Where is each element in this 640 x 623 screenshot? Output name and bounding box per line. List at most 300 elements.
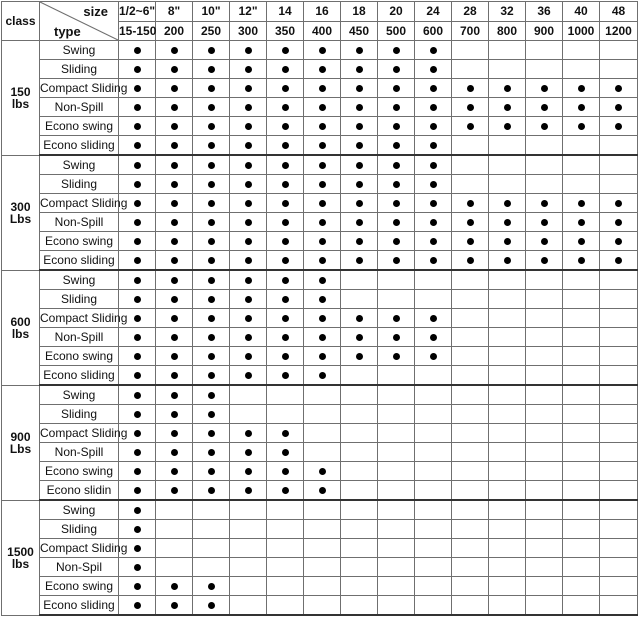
availability-cell xyxy=(193,117,230,136)
availability-cell xyxy=(489,60,526,79)
availability-cell xyxy=(341,385,378,405)
availability-cell xyxy=(230,500,267,520)
availability-cell xyxy=(156,79,193,98)
availability-cell xyxy=(230,117,267,136)
availability-cell xyxy=(230,596,267,616)
available-dot-icon xyxy=(393,353,400,360)
availability-cell xyxy=(600,347,638,366)
valve-type-label: Econo slidin xyxy=(40,481,119,501)
availability-cell xyxy=(156,577,193,596)
availability-cell xyxy=(563,520,600,539)
size-dn-header: 900 xyxy=(526,21,563,41)
pressure-class-value: 300 xyxy=(10,199,31,214)
table-row xyxy=(2,194,638,213)
availability-cell xyxy=(193,232,230,251)
availability-cell xyxy=(193,366,230,386)
availability-cell xyxy=(526,424,563,443)
available-dot-icon xyxy=(134,315,141,322)
availability-cell xyxy=(119,251,156,271)
availability-cell xyxy=(600,328,638,347)
available-dot-icon xyxy=(171,66,178,73)
availability-cell xyxy=(156,155,193,175)
available-dot-icon xyxy=(134,564,141,571)
availability-cell xyxy=(600,117,638,136)
size-axis-label: size xyxy=(83,4,108,19)
availability-cell xyxy=(415,175,452,194)
size-inch-header: 32 xyxy=(489,2,526,22)
availability-cell xyxy=(230,520,267,539)
availability-cell xyxy=(304,539,341,558)
valve-type-label: Econo swing xyxy=(40,347,119,366)
availability-cell xyxy=(452,328,489,347)
available-dot-icon xyxy=(615,200,622,207)
available-dot-icon xyxy=(319,238,326,245)
available-dot-icon xyxy=(245,296,252,303)
availability-cell xyxy=(526,366,563,386)
available-dot-icon xyxy=(208,47,215,54)
availability-cell xyxy=(526,155,563,175)
available-dot-icon xyxy=(171,181,178,188)
available-dot-icon xyxy=(393,142,400,149)
availability-cell xyxy=(267,424,304,443)
availability-cell xyxy=(489,577,526,596)
size-inch-header: 10" xyxy=(193,2,230,22)
available-dot-icon xyxy=(134,449,141,456)
availability-cell xyxy=(230,98,267,117)
size-type-diagonal-header xyxy=(40,2,119,41)
availability-cell xyxy=(563,577,600,596)
size-dn-header: 300 xyxy=(230,21,267,41)
available-dot-icon xyxy=(356,353,363,360)
availability-cell xyxy=(600,251,638,271)
availability-cell xyxy=(378,520,415,539)
availability-cell xyxy=(452,500,489,520)
availability-cell xyxy=(341,270,378,290)
availability-cell xyxy=(304,251,341,271)
availability-cell xyxy=(341,539,378,558)
availability-cell xyxy=(341,41,378,60)
availability-cell xyxy=(341,155,378,175)
available-dot-icon xyxy=(171,411,178,418)
availability-cell xyxy=(119,500,156,520)
availability-cell xyxy=(600,309,638,328)
availability-cell xyxy=(230,194,267,213)
table-row xyxy=(2,500,638,520)
available-dot-icon xyxy=(245,238,252,245)
size-dn-header: 1200 xyxy=(600,21,638,41)
availability-cell xyxy=(415,290,452,309)
available-dot-icon xyxy=(393,257,400,264)
available-dot-icon xyxy=(282,181,289,188)
available-dot-icon xyxy=(171,487,178,494)
pressure-class-cell xyxy=(2,41,40,156)
availability-cell xyxy=(563,558,600,577)
availability-cell xyxy=(230,290,267,309)
available-dot-icon xyxy=(356,85,363,92)
availability-cell xyxy=(526,290,563,309)
available-dot-icon xyxy=(282,257,289,264)
available-dot-icon xyxy=(134,545,141,552)
available-dot-icon xyxy=(504,257,511,264)
available-dot-icon xyxy=(282,487,289,494)
available-dot-icon xyxy=(467,219,474,226)
valve-type-label: Swing xyxy=(40,41,119,60)
valve-type-label: Sliding xyxy=(40,520,119,539)
availability-cell xyxy=(452,232,489,251)
available-dot-icon xyxy=(208,85,215,92)
availability-cell xyxy=(452,117,489,136)
availability-cell xyxy=(489,385,526,405)
availability-cell xyxy=(193,213,230,232)
available-dot-icon xyxy=(134,142,141,149)
availability-cell xyxy=(378,60,415,79)
available-dot-icon xyxy=(467,200,474,207)
available-dot-icon xyxy=(541,219,548,226)
availability-cell xyxy=(156,520,193,539)
availability-cell xyxy=(378,405,415,424)
availability-cell xyxy=(526,98,563,117)
available-dot-icon xyxy=(134,507,141,514)
availability-cell xyxy=(156,309,193,328)
table-row xyxy=(2,270,638,290)
availability-cell xyxy=(230,79,267,98)
availability-cell xyxy=(563,366,600,386)
availability-cell xyxy=(415,270,452,290)
available-dot-icon xyxy=(319,85,326,92)
availability-table-wrapper xyxy=(1,1,638,616)
availability-cell xyxy=(452,60,489,79)
available-dot-icon xyxy=(282,123,289,130)
available-dot-icon xyxy=(319,296,326,303)
available-dot-icon xyxy=(208,104,215,111)
available-dot-icon xyxy=(578,238,585,245)
available-dot-icon xyxy=(245,181,252,188)
availability-cell xyxy=(415,481,452,501)
available-dot-icon xyxy=(430,123,437,130)
available-dot-icon xyxy=(245,200,252,207)
availability-cell xyxy=(378,328,415,347)
availability-cell xyxy=(267,136,304,156)
availability-cell xyxy=(304,500,341,520)
available-dot-icon xyxy=(208,430,215,437)
available-dot-icon xyxy=(282,238,289,245)
availability-cell xyxy=(378,577,415,596)
size-dn-header: 450 xyxy=(341,21,378,41)
availability-cell xyxy=(193,520,230,539)
availability-cell xyxy=(156,385,193,405)
availability-cell xyxy=(341,60,378,79)
availability-cell xyxy=(230,424,267,443)
available-dot-icon xyxy=(134,334,141,341)
availability-cell xyxy=(526,347,563,366)
table-row xyxy=(2,213,638,232)
availability-cell xyxy=(563,79,600,98)
availability-cell xyxy=(378,539,415,558)
availability-cell xyxy=(452,155,489,175)
available-dot-icon xyxy=(319,47,326,54)
table-row xyxy=(2,539,638,558)
valve-type-label: Sliding xyxy=(40,175,119,194)
availability-cell xyxy=(489,155,526,175)
available-dot-icon xyxy=(245,47,252,54)
availability-cell xyxy=(267,194,304,213)
available-dot-icon xyxy=(393,219,400,226)
availability-cell xyxy=(304,309,341,328)
available-dot-icon xyxy=(578,219,585,226)
availability-cell xyxy=(489,213,526,232)
available-dot-icon xyxy=(319,372,326,379)
table-row xyxy=(2,558,638,577)
size-inch-header: 28 xyxy=(452,2,489,22)
available-dot-icon xyxy=(504,238,511,245)
availability-cell xyxy=(193,175,230,194)
availability-cell xyxy=(489,136,526,156)
availability-cell xyxy=(156,41,193,60)
availability-cell xyxy=(563,328,600,347)
availability-cell xyxy=(415,328,452,347)
availability-cell xyxy=(378,213,415,232)
availability-cell xyxy=(156,98,193,117)
availability-cell xyxy=(304,98,341,117)
availability-cell xyxy=(489,328,526,347)
valve-type-label: Non-Spill xyxy=(40,98,119,117)
availability-cell xyxy=(193,155,230,175)
availability-cell xyxy=(489,558,526,577)
availability-cell xyxy=(341,520,378,539)
pressure-class-cell xyxy=(2,270,40,385)
availability-cell xyxy=(267,520,304,539)
availability-cell xyxy=(378,385,415,405)
availability-cell xyxy=(563,424,600,443)
available-dot-icon xyxy=(134,85,141,92)
availability-cell xyxy=(600,481,638,501)
available-dot-icon xyxy=(171,468,178,475)
available-dot-icon xyxy=(430,257,437,264)
availability-cell xyxy=(378,347,415,366)
available-dot-icon xyxy=(171,392,178,399)
availability-cell xyxy=(378,443,415,462)
availability-cell xyxy=(378,270,415,290)
valve-type-label: Econo sliding xyxy=(40,136,119,156)
availability-cell xyxy=(156,366,193,386)
size-inch-header: 36 xyxy=(526,2,563,22)
table-row xyxy=(2,117,638,136)
table-row xyxy=(2,79,638,98)
availability-cell xyxy=(193,443,230,462)
availability-cell xyxy=(489,520,526,539)
available-dot-icon xyxy=(393,66,400,73)
availability-cell xyxy=(341,251,378,271)
availability-cell xyxy=(452,136,489,156)
available-dot-icon xyxy=(171,583,178,590)
available-dot-icon xyxy=(134,430,141,437)
available-dot-icon xyxy=(245,334,252,341)
available-dot-icon xyxy=(282,104,289,111)
valve-type-label: Sliding xyxy=(40,60,119,79)
availability-cell xyxy=(600,155,638,175)
pressure-class-cell xyxy=(2,500,40,615)
available-dot-icon xyxy=(171,372,178,379)
availability-cell xyxy=(156,194,193,213)
availability-cell xyxy=(415,117,452,136)
available-dot-icon xyxy=(319,104,326,111)
available-dot-icon xyxy=(430,334,437,341)
available-dot-icon xyxy=(282,162,289,169)
availability-cell xyxy=(267,347,304,366)
table-row xyxy=(2,309,638,328)
available-dot-icon xyxy=(208,162,215,169)
available-dot-icon xyxy=(615,257,622,264)
available-dot-icon xyxy=(171,104,178,111)
availability-cell xyxy=(489,405,526,424)
availability-cell xyxy=(378,481,415,501)
availability-cell xyxy=(193,328,230,347)
availability-cell xyxy=(156,500,193,520)
availability-cell xyxy=(526,136,563,156)
availability-cell xyxy=(156,424,193,443)
availability-cell xyxy=(563,500,600,520)
availability-cell xyxy=(119,175,156,194)
available-dot-icon xyxy=(356,200,363,207)
available-dot-icon xyxy=(245,162,252,169)
availability-cell xyxy=(452,405,489,424)
available-dot-icon xyxy=(282,200,289,207)
availability-cell xyxy=(156,136,193,156)
availability-cell xyxy=(415,309,452,328)
available-dot-icon xyxy=(504,104,511,111)
availability-cell xyxy=(230,175,267,194)
availability-cell xyxy=(600,60,638,79)
availability-cell xyxy=(230,462,267,481)
availability-cell xyxy=(304,290,341,309)
available-dot-icon xyxy=(245,315,252,322)
availability-cell xyxy=(193,136,230,156)
table-row xyxy=(2,328,638,347)
availability-cell xyxy=(600,539,638,558)
available-dot-icon xyxy=(134,411,141,418)
availability-cell xyxy=(119,385,156,405)
available-dot-icon xyxy=(319,257,326,264)
valve-type-label: Compact Sliding xyxy=(40,194,119,213)
availability-cell xyxy=(452,251,489,271)
availability-cell xyxy=(156,270,193,290)
availability-cell xyxy=(452,443,489,462)
available-dot-icon xyxy=(208,468,215,475)
pressure-class-unit: lbs xyxy=(11,556,30,571)
size-inch-header: 18 xyxy=(341,2,378,22)
availability-cell xyxy=(193,577,230,596)
available-dot-icon xyxy=(171,449,178,456)
availability-cell xyxy=(378,500,415,520)
availability-cell xyxy=(304,424,341,443)
available-dot-icon xyxy=(430,315,437,322)
available-dot-icon xyxy=(393,123,400,130)
available-dot-icon xyxy=(282,334,289,341)
availability-cell xyxy=(230,347,267,366)
availability-cell xyxy=(526,500,563,520)
availability-cell xyxy=(193,500,230,520)
availability-cell xyxy=(415,539,452,558)
availability-cell xyxy=(341,500,378,520)
table-row xyxy=(2,251,638,271)
availability-cell xyxy=(378,117,415,136)
availability-cell xyxy=(193,290,230,309)
availability-cell xyxy=(193,558,230,577)
availability-cell xyxy=(489,98,526,117)
available-dot-icon xyxy=(430,162,437,169)
available-dot-icon xyxy=(171,334,178,341)
available-dot-icon xyxy=(245,277,252,284)
availability-cell xyxy=(563,41,600,60)
available-dot-icon xyxy=(319,277,326,284)
availability-cell xyxy=(193,60,230,79)
availability-cell xyxy=(415,385,452,405)
availability-cell xyxy=(267,251,304,271)
availability-cell xyxy=(600,385,638,405)
available-dot-icon xyxy=(134,104,141,111)
availability-cell xyxy=(230,251,267,271)
available-dot-icon xyxy=(467,85,474,92)
table-row xyxy=(2,366,638,386)
availability-cell xyxy=(267,539,304,558)
availability-cell xyxy=(267,309,304,328)
availability-cell xyxy=(563,98,600,117)
available-dot-icon xyxy=(245,449,252,456)
availability-cell xyxy=(489,596,526,616)
available-dot-icon xyxy=(245,104,252,111)
available-dot-icon xyxy=(319,181,326,188)
availability-cell xyxy=(119,481,156,501)
availability-cell xyxy=(267,500,304,520)
valve-type-label: Econo sliding xyxy=(40,366,119,386)
availability-cell xyxy=(563,213,600,232)
available-dot-icon xyxy=(282,468,289,475)
availability-cell xyxy=(489,175,526,194)
availability-cell xyxy=(230,309,267,328)
class-size-availability-table xyxy=(1,1,638,616)
available-dot-icon xyxy=(208,411,215,418)
available-dot-icon xyxy=(430,47,437,54)
table-row xyxy=(2,290,638,309)
available-dot-icon xyxy=(171,315,178,322)
availability-cell xyxy=(415,79,452,98)
size-dn-header: 700 xyxy=(452,21,489,41)
availability-cell xyxy=(119,347,156,366)
availability-cell xyxy=(452,270,489,290)
availability-cell xyxy=(526,175,563,194)
availability-cell xyxy=(267,270,304,290)
availability-cell xyxy=(452,290,489,309)
availability-cell xyxy=(489,347,526,366)
availability-cell xyxy=(378,462,415,481)
availability-cell xyxy=(452,194,489,213)
valve-type-label: Swing xyxy=(40,500,119,520)
available-dot-icon xyxy=(319,162,326,169)
available-dot-icon xyxy=(319,468,326,475)
available-dot-icon xyxy=(282,315,289,322)
availability-cell xyxy=(415,577,452,596)
availability-cell xyxy=(526,577,563,596)
availability-cell xyxy=(526,117,563,136)
availability-cell xyxy=(304,41,341,60)
available-dot-icon xyxy=(134,257,141,264)
available-dot-icon xyxy=(393,104,400,111)
available-dot-icon xyxy=(578,257,585,264)
available-dot-icon xyxy=(134,238,141,245)
availability-cell xyxy=(378,194,415,213)
available-dot-icon xyxy=(504,85,511,92)
type-axis-label: type xyxy=(54,24,81,39)
